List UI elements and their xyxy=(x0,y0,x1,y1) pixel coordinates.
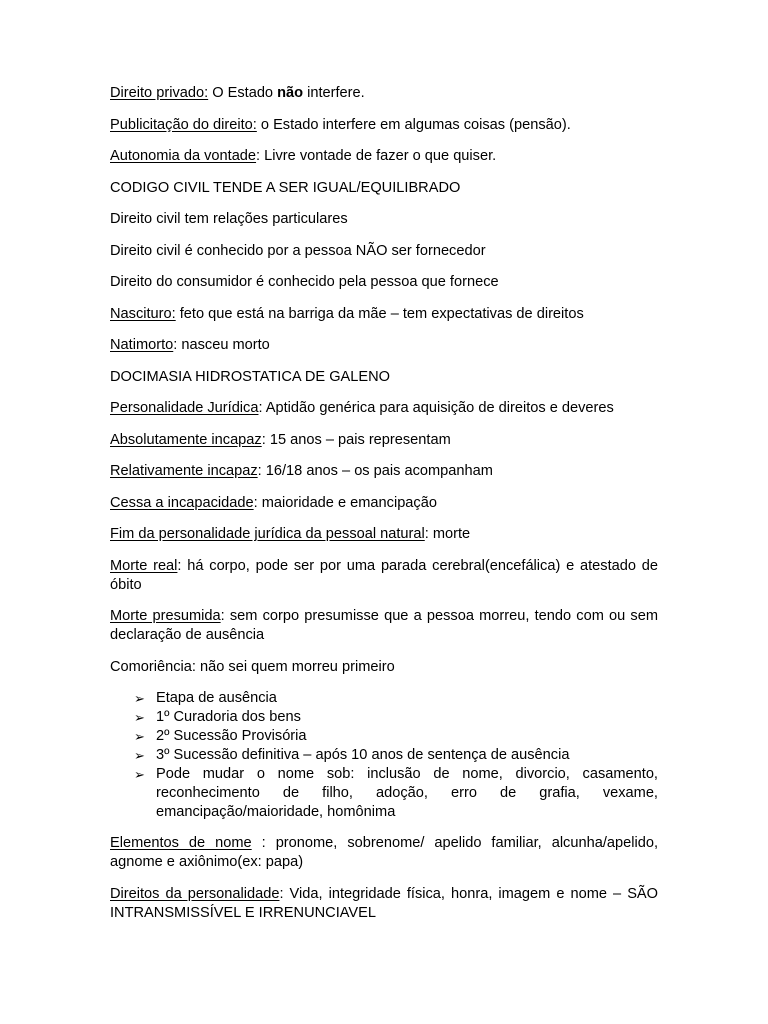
definition: : nasceu morto xyxy=(173,337,270,353)
list-item xyxy=(110,746,658,765)
paragraph-direito-privado xyxy=(110,84,658,103)
term: Morte real xyxy=(110,557,178,574)
list-item-text: 1º Curadoria dos bens xyxy=(156,709,301,725)
emphasis: não xyxy=(277,85,304,101)
definition: : morte xyxy=(424,526,471,542)
term: Absolutamente incapaz xyxy=(110,431,262,448)
definition: : Aptidão genérica para aquisição de direitos e deveres xyxy=(258,400,614,416)
definition: o Estado interfere em algumas coisas (pensão). xyxy=(256,116,571,133)
bullet-list xyxy=(110,689,658,822)
paragraph-codigo-civil: CODIGO CIVIL TENDE A SER IGUAL/EQUILIBRADO xyxy=(110,179,461,196)
paragraph-publicitacao xyxy=(110,116,658,135)
paragraph-absolutamente-incapaz xyxy=(110,431,658,450)
definition: O Estado xyxy=(208,85,278,101)
paragraph-direito-consumidor: Direito do consumidor é conhecido pela pessoa que fornece xyxy=(110,274,499,290)
definition: : 15 anos – pais representam xyxy=(261,431,451,448)
paragraph-autonomia xyxy=(110,147,658,166)
paragraph-relativamente-incapaz xyxy=(110,462,658,481)
definition: : 16/18 anos – os pais acompanham xyxy=(257,463,493,479)
definition: feto que está na barriga da mãe – tem expectativas de direitos xyxy=(175,305,584,322)
definition: : sem corpo presumisse que a pessoa morreu, tendo com ou sem declaração de ausência xyxy=(110,608,658,643)
paragraph-nascituro xyxy=(110,305,658,324)
term: Morte presumida xyxy=(110,608,221,624)
definition: : pronome, sobrenome/ apelido familiar, alcunha/apelido, agnome e axiônimo(ex: papa) xyxy=(110,835,658,870)
term: Elementos de nome xyxy=(110,835,252,851)
term: Fim da personalidade jurídica da pessoal natural xyxy=(110,526,425,542)
list-item-text: 2º Sucessão Provisória xyxy=(156,728,307,744)
definition: : há corpo, pode ser por uma parada cerebral(encefálica) e atestado de óbito xyxy=(110,557,658,593)
term: Cessa a incapacidade xyxy=(110,494,254,511)
definition: : maioridade e emancipação xyxy=(253,494,437,511)
paragraph-cessa-incapacidade xyxy=(110,494,658,513)
term: Personalidade Jurídica xyxy=(110,400,259,416)
list-item xyxy=(110,708,658,727)
paragraph-morte-real xyxy=(110,557,658,595)
definition-tail: interfere. xyxy=(303,85,365,101)
term: Relativamente incapaz xyxy=(110,463,258,479)
term: Publicitação do direito: xyxy=(110,116,257,133)
list-item xyxy=(110,689,658,708)
list-item xyxy=(110,765,658,822)
list-item-text: 3º Sucessão definitiva – após 10 anos de sentença de ausência xyxy=(156,747,570,763)
arrow-bullet-icon: ➢ xyxy=(134,691,145,706)
paragraph-personalidade-juridica xyxy=(110,399,658,418)
term: Direitos da personalidade xyxy=(110,885,280,902)
paragraph-direito-civil-conhecido: Direito civil é conhecido por a pessoa NÃO ser fornecedor xyxy=(110,242,486,259)
document-body xyxy=(110,84,658,935)
paragraph-fim-personalidade xyxy=(110,525,658,544)
arrow-bullet-icon: ➢ xyxy=(134,767,145,782)
term: Natimorto xyxy=(110,337,174,353)
arrow-bullet-icon: ➢ xyxy=(134,748,145,763)
arrow-bullet-icon: ➢ xyxy=(134,710,145,725)
paragraph-direito-civil-relacoes: Direito civil tem relações particulares xyxy=(110,211,348,227)
term: Autonomia da vontade xyxy=(110,148,257,164)
paragraph-comoriencia: Comoriência: não sei quem morreu primeiro xyxy=(110,658,395,675)
list-item-text: Etapa de ausência xyxy=(156,690,277,706)
paragraph-natimorto xyxy=(110,336,658,355)
paragraph-elementos-nome xyxy=(110,834,658,872)
paragraph-docimasia: DOCIMASIA HIDROSTATICA DE GALENO xyxy=(110,368,391,385)
definition: : Vida, integridade física, honra, imagem e nome – SÃO INTRANSMISSÍVEL E IRRENUNCIAVEL xyxy=(110,885,659,921)
definition: : Livre vontade de fazer o que quiser. xyxy=(256,148,497,164)
list-item xyxy=(110,727,658,746)
paragraph-morte-presumida xyxy=(110,607,658,645)
list-item-text: Pode mudar o nome sob: inclusão de nome, divorcio, casamento, reconhecimento de filho, adoção, erro de grafia, vexame, emancipação/maioridade, homônima xyxy=(156,766,658,820)
paragraph-direitos-personalidade xyxy=(110,885,658,923)
arrow-bullet-icon: ➢ xyxy=(134,729,145,744)
term: Nascituro: xyxy=(110,305,176,322)
term: Direito privado: xyxy=(110,85,209,101)
